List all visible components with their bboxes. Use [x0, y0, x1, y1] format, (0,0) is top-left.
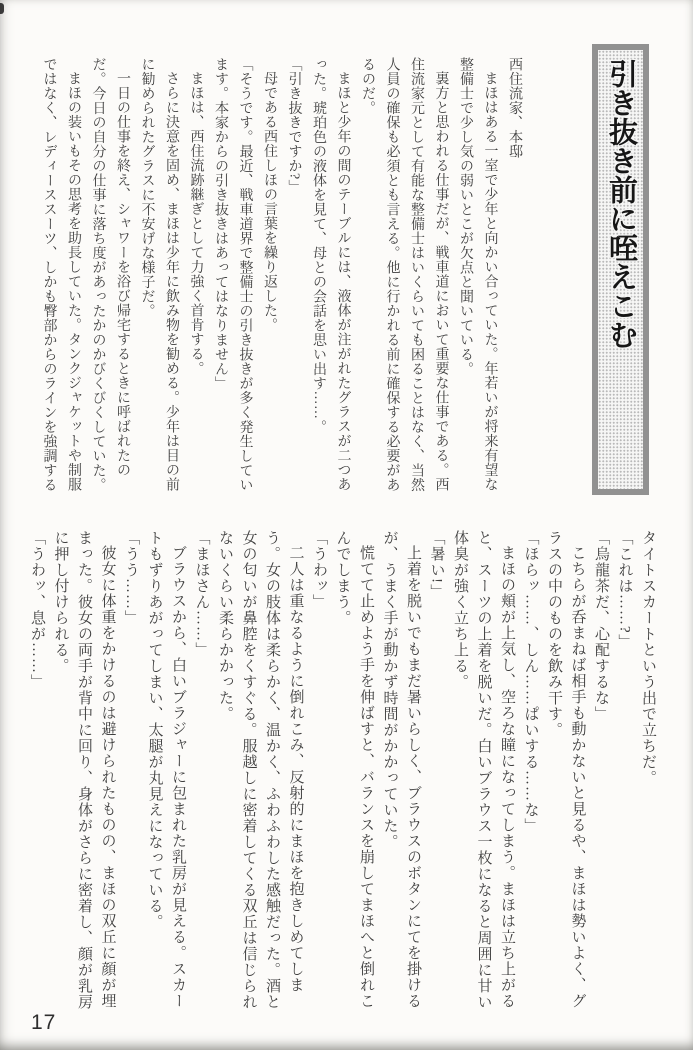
- text-column-paragraph: 上着を脱いでもまだ暑いらしく、ブラウスのボタンにてを掛けるが、うまく手が動かず時間がかかっていた。: [381, 530, 421, 1009]
- text-column-paragraph: まほは、西住流跡継ぎとして力強く首肯する。: [188, 71, 204, 376]
- text-column-paragraph: 西住流家、本邸: [507, 57, 522, 159]
- chapter-title: 引き抜き前に咥えこむ: [605, 59, 637, 349]
- text-column-paragraph: 彼女に体重をかけるのは避けられたものの、まほの双丘に顔が埋まった。彼女の両手が背中に回り、身体がさらに密着し、顔が乳房に押し付けられる。: [52, 530, 116, 1010]
- text-column-paragraph: 「うう……」: [123, 530, 139, 626]
- text-column-paragraph: 「ほらッ……、しん……ぱいする……な」: [522, 530, 539, 834]
- text-column-paragraph: まほの頬が上気し、空ろな瞳になってしまう。まほは立ち上がると、スーツの上着を脱いだ。白いブラウス一枚になると周囲に甘い体臭が強く立ち上る。: [452, 530, 515, 1010]
- text-column-paragraph: 慌てて止めよう手を伸ばすと、バランスを崩してまほへと倒れこんでしまう。: [334, 530, 374, 1009]
- upper-text-block: [33, 57, 526, 495]
- text-column-paragraph: 「まほさん……」: [193, 530, 210, 658]
- text-column-paragraph: 二人は重なるように倒れこみ、反射的にまほを抱きしめてしまう。女の肢体は柔らかく、温かく、ふわふわした感触だった。酒と女の匂いが鼻腔をくすぐる。服越しに密着してくる双丘は信じられないくらい柔らかかった。: [217, 530, 304, 1010]
- chapter-title-box: [592, 44, 649, 495]
- text-column-paragraph: 「これは……?」: [616, 530, 633, 650]
- page-number: 17: [31, 1011, 57, 1034]
- text-column-paragraph: 「暑い!」: [428, 530, 445, 600]
- text-column-paragraph: まほの装いもその思考を助長していた。タンクジャケットや制服ではなく、レディーススーツ、しかも臀部からのラインを強調する: [41, 57, 81, 492]
- text-column-paragraph: タイトスカートという出で立ちだ。: [640, 530, 656, 786]
- text-column-paragraph: 母である西住しほの言葉を繰り返した。: [262, 71, 277, 332]
- text-column-paragraph: 一日の仕事を終え、シャワーを浴び帰宅するときに呼ばれたのだ。今日の自分の仕事に落ち度があったかのかびくびくしていた。: [90, 57, 130, 492]
- text-column-paragraph: 「そうです。最近、戦車道界で整備士の引き抜きが多く発生しています。本家からの引き抜きはあってはなりません」: [213, 57, 253, 492]
- text-column-paragraph: 「引き抜きですか?」: [286, 57, 302, 195]
- text-column-paragraph: まほはある一室で少年と向かい合っていた。年若いが将来有望な整備士で少し気の弱いとこが欠点と聞いている。: [458, 57, 498, 492]
- lower-text-block: [22, 530, 659, 1013]
- text-column-paragraph: まほと少年の間のテーブルには、液体が注がれたグラスが二つあった。琥珀色の液体を見て、母との会話を思い出す……。: [311, 57, 351, 492]
- text-column-paragraph: 「うわッ」: [311, 530, 327, 610]
- text-column-paragraph: ブラウスから、白いブラジャーに包まれた乳房が見える。スカートもずりあがってしまい、太腿が丸見えになっている。: [146, 530, 186, 1009]
- text-column-paragraph: さらに決意を固め、まほは少年に飲み物を勧める。少年は目の前に勧められたグラスに不安げな様子だ。: [139, 57, 179, 492]
- scan-artifact: [0, 3, 4, 14]
- text-column-paragraph: 裏方と思われる仕事だが、戦車道において重要な仕事である。西住流家元として有能な整備士はいくらいても困ることはなく、当然人員の確保も必須とも言える。他に行かれる前に確保する必要があるのだ。: [360, 57, 449, 492]
- text-column-paragraph: 「うわッ、息が……」: [29, 530, 45, 690]
- text-column-paragraph: こちらが呑まねば相手も動かないと見るや、まほは勢いよく、グラスの中のものを飲み干す。: [546, 530, 586, 1009]
- text-column-paragraph: 「烏龍茶だ、心配するな」: [593, 530, 609, 722]
